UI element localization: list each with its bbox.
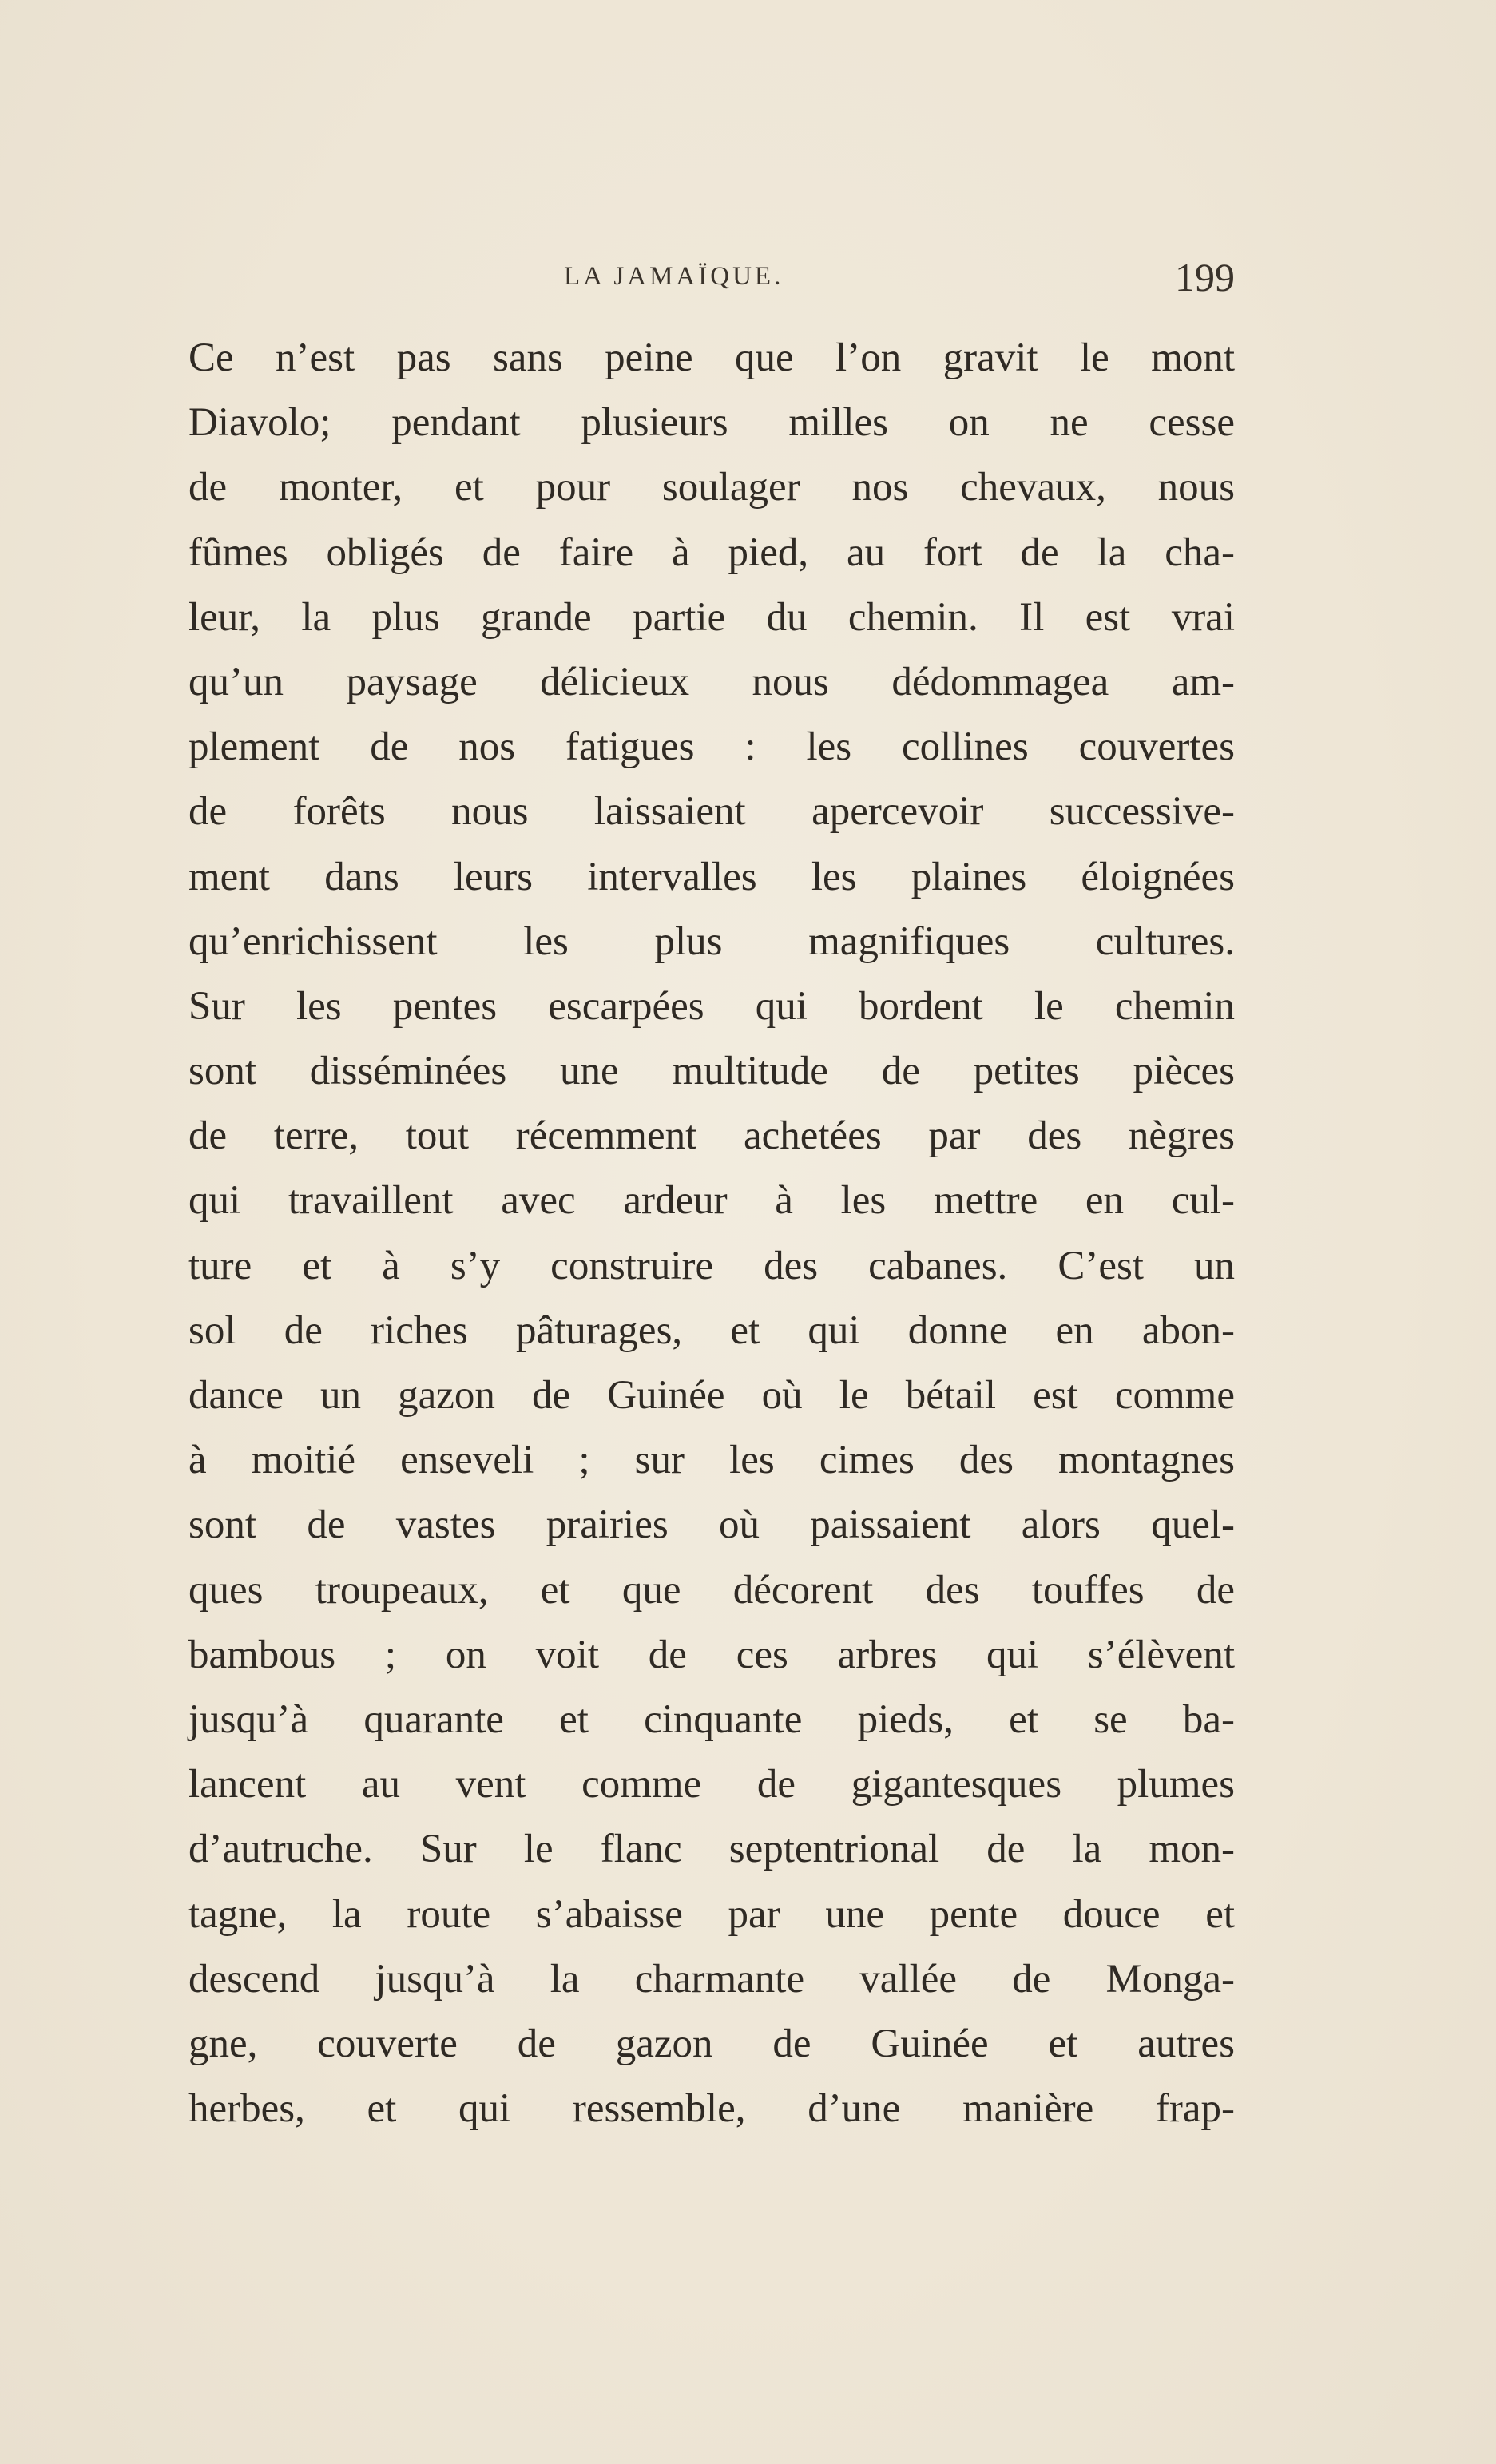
text-line: herbes, et qui ressemble, d’une manière frap- [188,2086,1235,2132]
text-line: sol de riches pâturages, et qui donne en abon- [188,1307,1235,1353]
page-number: 199 [1175,255,1235,300]
text-line: qu’un paysage délicieux nous dédommagea am- [188,659,1235,704]
text-line: gne, couverte de gazon de Guinée et autres [188,2021,1235,2066]
text-line: bambous ; on voit de ces arbres qui s’élèvent [188,1632,1235,1677]
text-line: leur, la plus grande partie du chemin. Il est vrai [188,594,1235,640]
text-line: d’autruche. Sur le flanc septentrional de la mon- [188,1827,1235,1872]
text-line: descend jusqu’à la charmante vallée de Monga- [188,1956,1235,2002]
text-line: qui travaillent avec ardeur à les mettre en cul- [188,1178,1235,1224]
text-line: qu’enrichissent les plus magnifiques cultures. [188,919,1235,964]
text-line: jusqu’à quarante et cinquante pieds, et se ba- [188,1696,1235,1742]
text-line: tagne, la route s’abaisse par une pente douce et [188,1891,1235,1937]
text-line: dance un gazon de Guinée où le bétail est comme [188,1373,1235,1418]
text-line: Ce n’est pas sans peine que l’on gravit le mont [188,335,1235,380]
text-line: sont disséminées une multitude de petites pièces [188,1049,1235,1094]
text-line: sont de vastes prairies où paissaient alors quel- [188,1502,1235,1548]
text-line: à moitié enseveli ; sur les cimes des montagnes [188,1438,1235,1483]
text-line: de monter, et pour soulager nos chevaux, nous [188,465,1235,510]
text-line: Diavolo; pendant plusieurs milles on ne cesse [188,400,1235,446]
text-line: lancent au vent comme de gigantesques plumes [188,1762,1235,1807]
text-line: fûmes obligés de faire à pied, au fort de la cha- [188,530,1235,575]
text-line: plement de nos fatigues : les collines couvertes [188,724,1235,770]
running-title: LA JAMAÏQUE. [564,262,784,291]
text-line: ment dans leurs intervalles les plaines éloignées [188,854,1235,899]
body-text [188,326,1235,2141]
running-head [188,254,1235,302]
text-line: de terre, tout récemment achetées par des nègres [188,1113,1235,1159]
text-line: Sur les pentes escarpées qui bordent le chemin [188,983,1235,1029]
text-line: de forêts nous laissaient apercevoir successive- [188,789,1235,835]
text-line: ture et à s’y construire des cabanes. C’est un [188,1243,1235,1288]
text-line: ques troupeaux, et que décorent des touffes de [188,1567,1235,1613]
